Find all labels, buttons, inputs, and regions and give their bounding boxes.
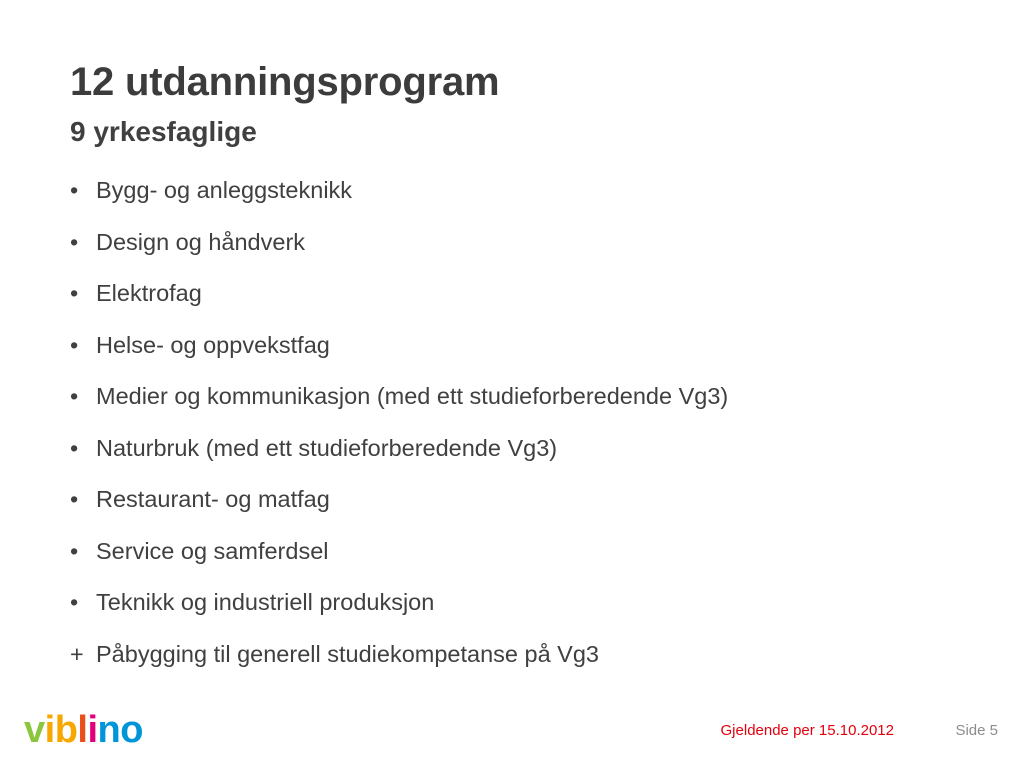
viblino-logo — [24, 706, 143, 754]
slide-title: 12 utdanningsprogram — [70, 60, 500, 104]
list-item — [70, 378, 728, 430]
bullet-marker: • — [70, 589, 79, 615]
list-item — [70, 327, 728, 379]
logo-letter: i — [87, 708, 98, 751]
bullet-marker: • — [70, 383, 79, 409]
list-item-text: Teknikk og industriell produksjon — [96, 589, 435, 615]
bullet-marker: • — [70, 486, 79, 512]
list-item-text: Elektrofag — [96, 280, 202, 306]
list-item-text: Helse- og oppvekstfag — [96, 331, 330, 358]
bullet-marker: • — [70, 434, 79, 461]
bullet-marker: • — [70, 177, 79, 203]
bullet-marker: • — [70, 537, 79, 564]
list-item — [70, 584, 728, 636]
list-item-text: Bygg- og anleggsteknikk — [96, 177, 353, 203]
list-item-text: Service og samferdsel — [96, 537, 329, 564]
list-item — [70, 481, 728, 533]
plus-marker: + — [70, 640, 84, 667]
logo-letter: b — [54, 708, 78, 751]
list-item-text: Design og håndverk — [96, 228, 306, 255]
list-item — [70, 275, 728, 327]
page-number: Side 5 — [955, 722, 998, 739]
list-item-text: Påbygging til generell studiekompetanse på Vg3 — [96, 640, 599, 667]
logo-letter: i — [44, 708, 55, 751]
bullet-marker: • — [70, 331, 79, 358]
list-item — [70, 430, 728, 482]
logo-letter: v — [24, 708, 45, 751]
footer-date: Gjeldende per 15.10.2012 — [720, 722, 894, 739]
list-item — [70, 533, 728, 585]
logo-letter: n — [97, 708, 121, 751]
list-item-plus — [70, 636, 728, 688]
list-item-text: Medier og kommunikasjon (med ett studieforberedende Vg3) — [96, 383, 729, 409]
bullet-marker: • — [70, 228, 79, 255]
list-item-text: Restaurant- og matfag — [96, 486, 330, 512]
program-list — [70, 172, 728, 687]
slide-subtitle: 9 yrkesfaglige — [70, 116, 257, 147]
logo-letter: o — [120, 708, 143, 751]
logo-letter: l — [77, 708, 88, 751]
list-item-text: Naturbruk (med ett studieforberedende Vg3) — [96, 434, 558, 461]
bullet-marker: • — [70, 280, 79, 306]
list-item — [70, 172, 728, 224]
list-item — [70, 224, 728, 276]
